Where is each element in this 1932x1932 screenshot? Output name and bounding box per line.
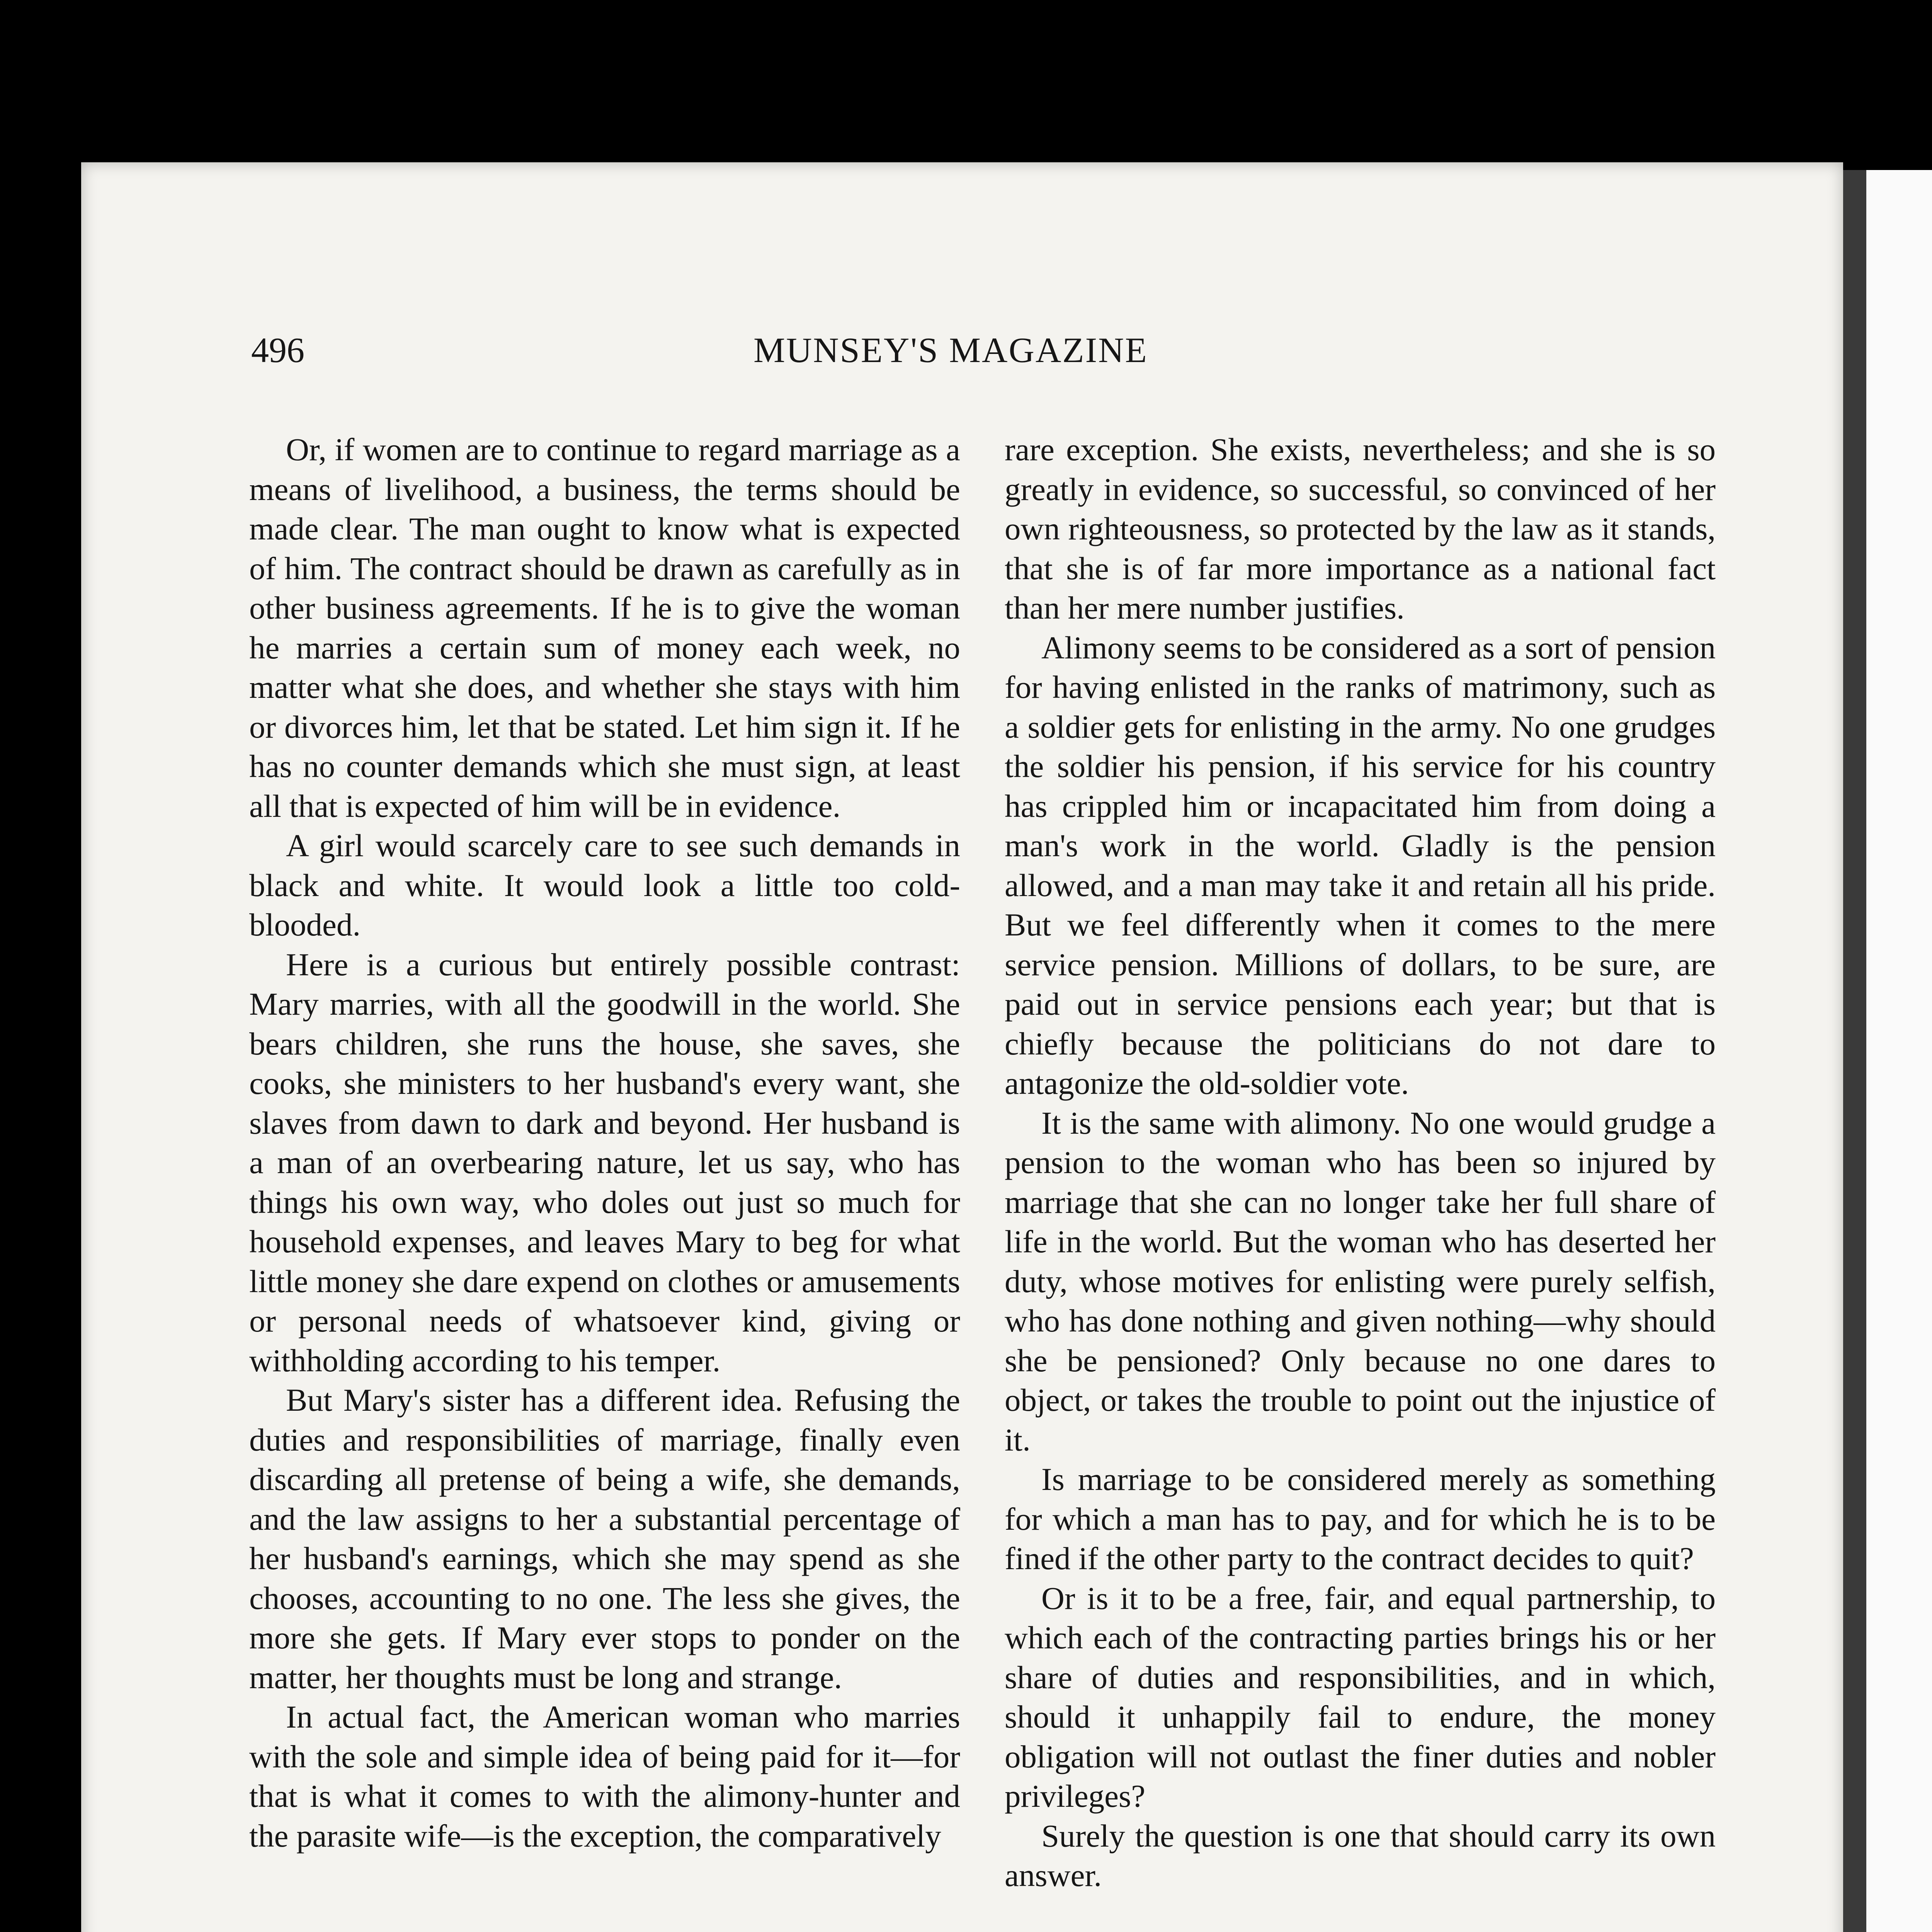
- paragraph: A girl would scarcely care to see such demands in black and white. It would look a little too cold-blooded.: [249, 828, 960, 942]
- paragraph: Surely the question is one that should carry its own answer.: [1005, 1818, 1716, 1893]
- paragraph: In actual fact, the American woman who marries with the sole and simple idea of being paid for it—for that is what it comes to with the alimony-hunter and the parasite wife—is the exception, the comparatively: [249, 1699, 960, 1854]
- paragraph: Here is a curious but entirely possible contrast: Mary marries, with all the goodwill in the world. She bears children, she runs the house, she saves, she cooks, she ministers to her husband's every want, she slaves from dawn to dark and beyond. Her husband is a man of an overbearing nature, let us say, who has things his own way, who doles out just so much for household expenses, and leaves Mary to beg for what little money she dare expend on clothes or amusements or personal needs of whatsoever kind, giving or withholding according to his temper.: [249, 946, 960, 1378]
- facing-page-edge: [1866, 170, 1932, 1932]
- paragraph: But Mary's sister has a different idea. Refusing the duties and responsibilities of marriage, finally even discarding all pretense of being a wife, she demands, and the law assigns to her a substantial percentage of her husband's earnings, which she may spend as she chooses, accounting to no one. The less she gives, the more she gets. If Mary ever stops to ponder on the matter, her thoughts must be long and strange.: [249, 1382, 960, 1695]
- paragraph-continued: rare exception. She exists, nevertheless; and she is so greatly in evidence, so successful, so convinced of her own righteousness, so protected by the law as it stands, that she is of far more importance as a national fact than her mere number justifies.: [1005, 432, 1716, 626]
- running-head: MUNSEY'S MAGAZINE: [753, 330, 1148, 370]
- paragraph: Alimony seems to be considered as a sort of pension for having enlisted in the ranks of matrimony, such as a soldier gets for enlisting in the army. No one grudges the soldier his pension, if his service for his country has crippled him or incapacitated him from doing a man's work in the world. Gladly is the pension allowed, and a man may take it and retain all his pride. But we feel differently when it comes to the mere service pension. Millions of dollars, to be sure, are paid out in service pensions each year; but that is chiefly because the politicians do not dare to antagonize the old-soldier vote.: [1005, 629, 1716, 1101]
- page-number: 496: [251, 330, 304, 370]
- article-left-column: [249, 430, 960, 1855]
- page-gutter-shadow: [1843, 170, 1866, 1932]
- paragraph: Or is it to be a free, fair, and equal partnership, to which each of the contracting parties brings his or her share of duties and responsibilities, and in which, should it unhappily fail to endure, the money obligation will not outlast the finer duties and nobler privileges?: [1005, 1580, 1716, 1814]
- article-right-column: [1005, 430, 1716, 1895]
- paragraph: Is marriage to be considered merely as something for which a man has to pay, and for which he is to be fined if the other party to the contract decides to quit?: [1005, 1461, 1716, 1576]
- paragraph: Or, if women are to continue to regard marriage as a means of livelihood, a business, the terms should be made clear. The man ought to know what is expected of him. The contract should be drawn as carefully as in other business agreements. If he is to give the woman he marries a certain sum of money each week, no matter what she does, and whether she stays with him or divorces him, let that be stated. Let him sign it. If he has no counter demands which she must sign, at least all that is expected of him will be in evidence.: [249, 432, 960, 824]
- paragraph: It is the same with alimony. No one would grudge a pension to the woman who has been so injured by marriage that she can no longer take her full share of life in the world. But the woman who has deserted her duty, whose motives for enlisting were purely selfish, who has done nothing and given nothing—why should she be pensioned? Only because no one dares to object, or takes the trouble to point out the injustice of it.: [1005, 1105, 1716, 1458]
